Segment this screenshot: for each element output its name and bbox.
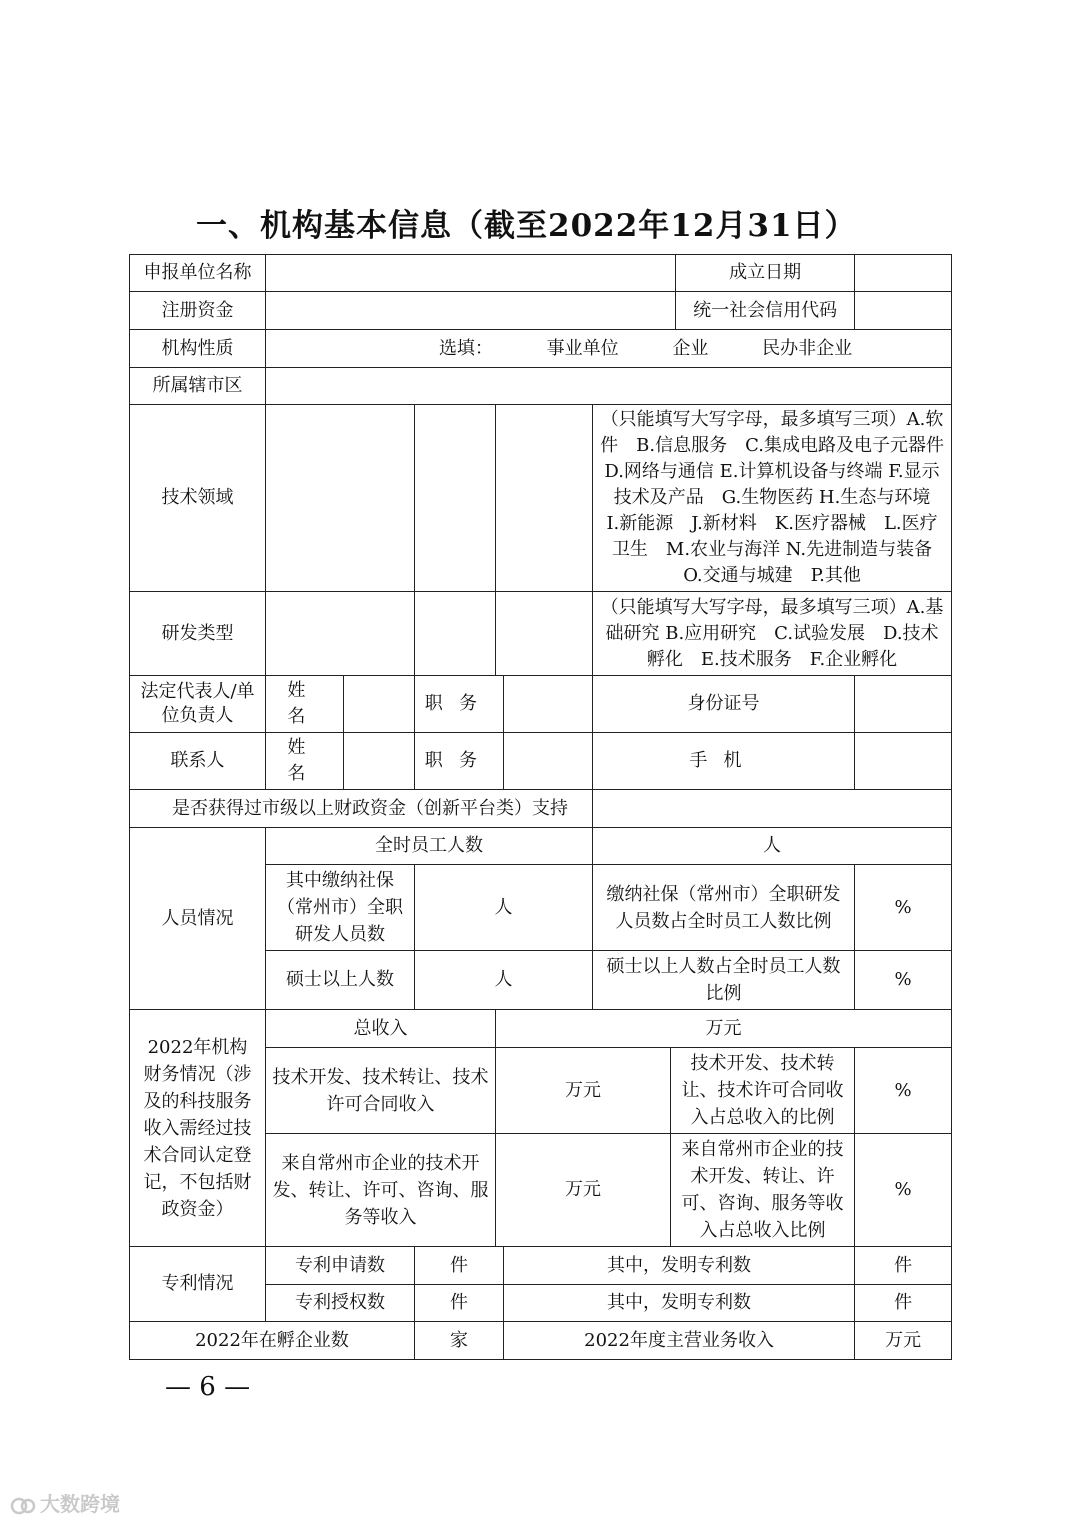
label-finance: 2022年机构财务情况（涉及的科技服务收入需经过技术合同认定登记，不包括财政资金） xyxy=(130,1010,266,1247)
label-tech-contract-income: 技术开发、技术转让、技术许可合同收入 xyxy=(266,1048,496,1134)
input-district[interactable] xyxy=(266,368,952,405)
unit-wan-yuan: 万元 xyxy=(705,1017,742,1039)
org-nature-choose: 选填： xyxy=(438,337,493,359)
input-invention-patent-apply[interactable] xyxy=(855,1247,952,1285)
label-masters-ratio: 硕士以上人数占全时员工人数比例 xyxy=(593,951,855,1010)
unit-wan-yuan: 万元 xyxy=(885,1329,922,1351)
unit-piece: 件 xyxy=(450,1254,468,1276)
unit-percent: % xyxy=(894,1079,912,1101)
page-title: 一、机构基本信息（截至2022年12月31日） xyxy=(196,208,857,244)
unit-person: 人 xyxy=(763,835,782,856)
input-invention-patent-grant[interactable] xyxy=(855,1285,952,1322)
label-cz-income: 来自常州市企业的技术开发、转让、许可、咨询、服务等收入 xyxy=(266,1134,496,1247)
input-contact-name[interactable] xyxy=(344,733,415,790)
label-legal-rep-name: 姓名 xyxy=(266,676,344,733)
input-masters[interactable] xyxy=(415,951,593,1010)
input-fulltime-staff[interactable] xyxy=(593,828,952,865)
input-funding-answer[interactable] xyxy=(593,790,952,828)
input-unit-name[interactable] xyxy=(266,255,676,292)
label-mobile: 手机 xyxy=(593,733,855,790)
input-rd-type-1[interactable] xyxy=(266,592,415,676)
unit-percent: % xyxy=(894,1179,912,1200)
input-credit-code[interactable] xyxy=(855,292,952,330)
input-legal-rep-position[interactable] xyxy=(504,676,593,733)
input-main-income[interactable] xyxy=(855,1322,952,1360)
label-legal-rep: 法定代表人/单位负责人 xyxy=(130,676,266,733)
unit-piece: 件 xyxy=(450,1292,468,1313)
label-contact-name: 姓名 xyxy=(266,733,344,790)
label-unit-name: 申报单位名称 xyxy=(130,255,266,292)
input-mobile[interactable] xyxy=(855,733,952,790)
input-social-rd-staff[interactable] xyxy=(415,865,593,951)
input-patent-apply[interactable] xyxy=(415,1247,504,1285)
unit-piece: 件 xyxy=(894,1254,913,1276)
input-tech-contract-ratio[interactable] xyxy=(855,1048,952,1134)
input-founded-date[interactable] xyxy=(855,255,952,292)
label-founded-date: 成立日期 xyxy=(676,255,855,292)
input-cz-income-ratio[interactable] xyxy=(855,1134,952,1247)
label-id-number: 身份证号 xyxy=(593,676,855,733)
input-tech-contract-income[interactable] xyxy=(496,1048,671,1134)
label-incubated: 2022年在孵企业数 xyxy=(130,1322,415,1360)
label-total-income: 总收入 xyxy=(266,1010,496,1048)
input-tech-field-3[interactable] xyxy=(496,405,593,592)
label-org-nature: 机构性质 xyxy=(130,330,266,368)
label-tech-field: 技术领域 xyxy=(130,405,266,592)
page-number: — 6 — xyxy=(165,1372,251,1402)
watermark xyxy=(10,1488,120,1517)
label-patent: 专利情况 xyxy=(130,1247,266,1322)
input-social-rd-ratio[interactable] xyxy=(855,865,952,951)
input-patent-grant[interactable] xyxy=(415,1285,504,1322)
tech-field-note: （只能填写大写字母，最多填写三项）A.软件 B.信息服务 C.集成电路及电子元器件 D.网络与通信 E.计算机设备与终端 F.显示技术及产品 G.生物医药 H.生态与环境 I.新能源 J.新材料 K.医疗器械 L.医疗卫生 M.农业与海洋 N.先进制造与装备 O.交通与城建 P.其他 xyxy=(593,405,952,592)
unit-piece: 件 xyxy=(894,1292,913,1313)
label-tech-contract-ratio: 技术开发、技术转让、技术许可合同收入占总收入的比例 xyxy=(671,1048,855,1134)
input-rd-type-2[interactable] xyxy=(415,592,496,676)
institution-info-table xyxy=(129,254,952,1360)
org-nature-options[interactable] xyxy=(266,330,952,368)
unit-person: 人 xyxy=(494,896,513,918)
input-incubated[interactable] xyxy=(415,1322,504,1360)
label-registered-capital: 注册资金 xyxy=(130,292,266,330)
input-id-number[interactable] xyxy=(855,676,952,733)
input-contact-position[interactable] xyxy=(504,733,593,790)
label-staff: 人员情况 xyxy=(130,828,266,1010)
label-fulltime-staff: 全时员工人数 xyxy=(266,828,593,865)
rd-type-note: （只能填写大写字母，最多填写三项）A.基础研究 B.应用研究 C.试验发展 D.技术孵化 E.技术服务 F.企业孵化 xyxy=(593,592,952,676)
label-contact-position: 职务 xyxy=(415,733,504,790)
label-masters: 硕士以上人数 xyxy=(266,951,415,1010)
unit-wan-yuan: 万元 xyxy=(565,1079,601,1101)
label-funding-question: 是否获得过市级以上财政资金（创新平台类）支持 xyxy=(130,790,593,828)
label-legal-rep-position: 职务 xyxy=(415,676,504,733)
unit-percent: % xyxy=(894,896,912,918)
org-nature-opt-enterprise[interactable]: 企业 xyxy=(672,337,709,359)
label-district: 所属辖市区 xyxy=(130,368,266,405)
input-registered-capital[interactable] xyxy=(266,292,676,330)
label-main-income: 2022年度主营业务收入 xyxy=(504,1322,855,1360)
unit-jia: 家 xyxy=(450,1329,468,1351)
label-rd-type: 研发类型 xyxy=(130,592,266,676)
label-social-rd-ratio: 缴纳社保（常州市）全职研发人员数占全时员工人数比例 xyxy=(593,865,855,951)
watermark-text: 大数跨境 xyxy=(40,1492,120,1516)
label-invention-patent-grant: 其中，发明专利数 xyxy=(504,1285,855,1322)
label-contact: 联系人 xyxy=(130,733,266,790)
watermark-logo-icon xyxy=(10,1496,36,1516)
org-nature-opt-private[interactable]: 民办非企业 xyxy=(762,337,853,359)
input-tech-field-2[interactable] xyxy=(415,405,496,592)
org-nature-opt-public[interactable]: 事业单位 xyxy=(546,337,619,359)
label-credit-code: 统一社会信用代码 xyxy=(676,292,855,330)
input-masters-ratio[interactable] xyxy=(855,951,952,1010)
unit-wan-yuan: 万元 xyxy=(565,1179,601,1200)
label-patent-apply: 专利申请数 xyxy=(266,1247,415,1285)
input-cz-income[interactable] xyxy=(496,1134,671,1247)
unit-percent: % xyxy=(894,969,912,990)
input-total-income[interactable] xyxy=(496,1010,952,1048)
label-patent-grant: 专利授权数 xyxy=(266,1285,415,1322)
label-invention-patent-apply: 其中，发明专利数 xyxy=(504,1247,855,1285)
label-social-rd-staff: 其中缴纳社保（常州市）全职研发人员数 xyxy=(266,865,415,951)
input-rd-type-3[interactable] xyxy=(496,592,593,676)
input-tech-field-1[interactable] xyxy=(266,405,415,592)
label-cz-income-ratio: 来自常州市企业的技术开发、转让、许可、咨询、服务等收入占总收入比例 xyxy=(671,1134,855,1247)
input-legal-rep-name[interactable] xyxy=(344,676,415,733)
unit-person: 人 xyxy=(494,969,513,990)
